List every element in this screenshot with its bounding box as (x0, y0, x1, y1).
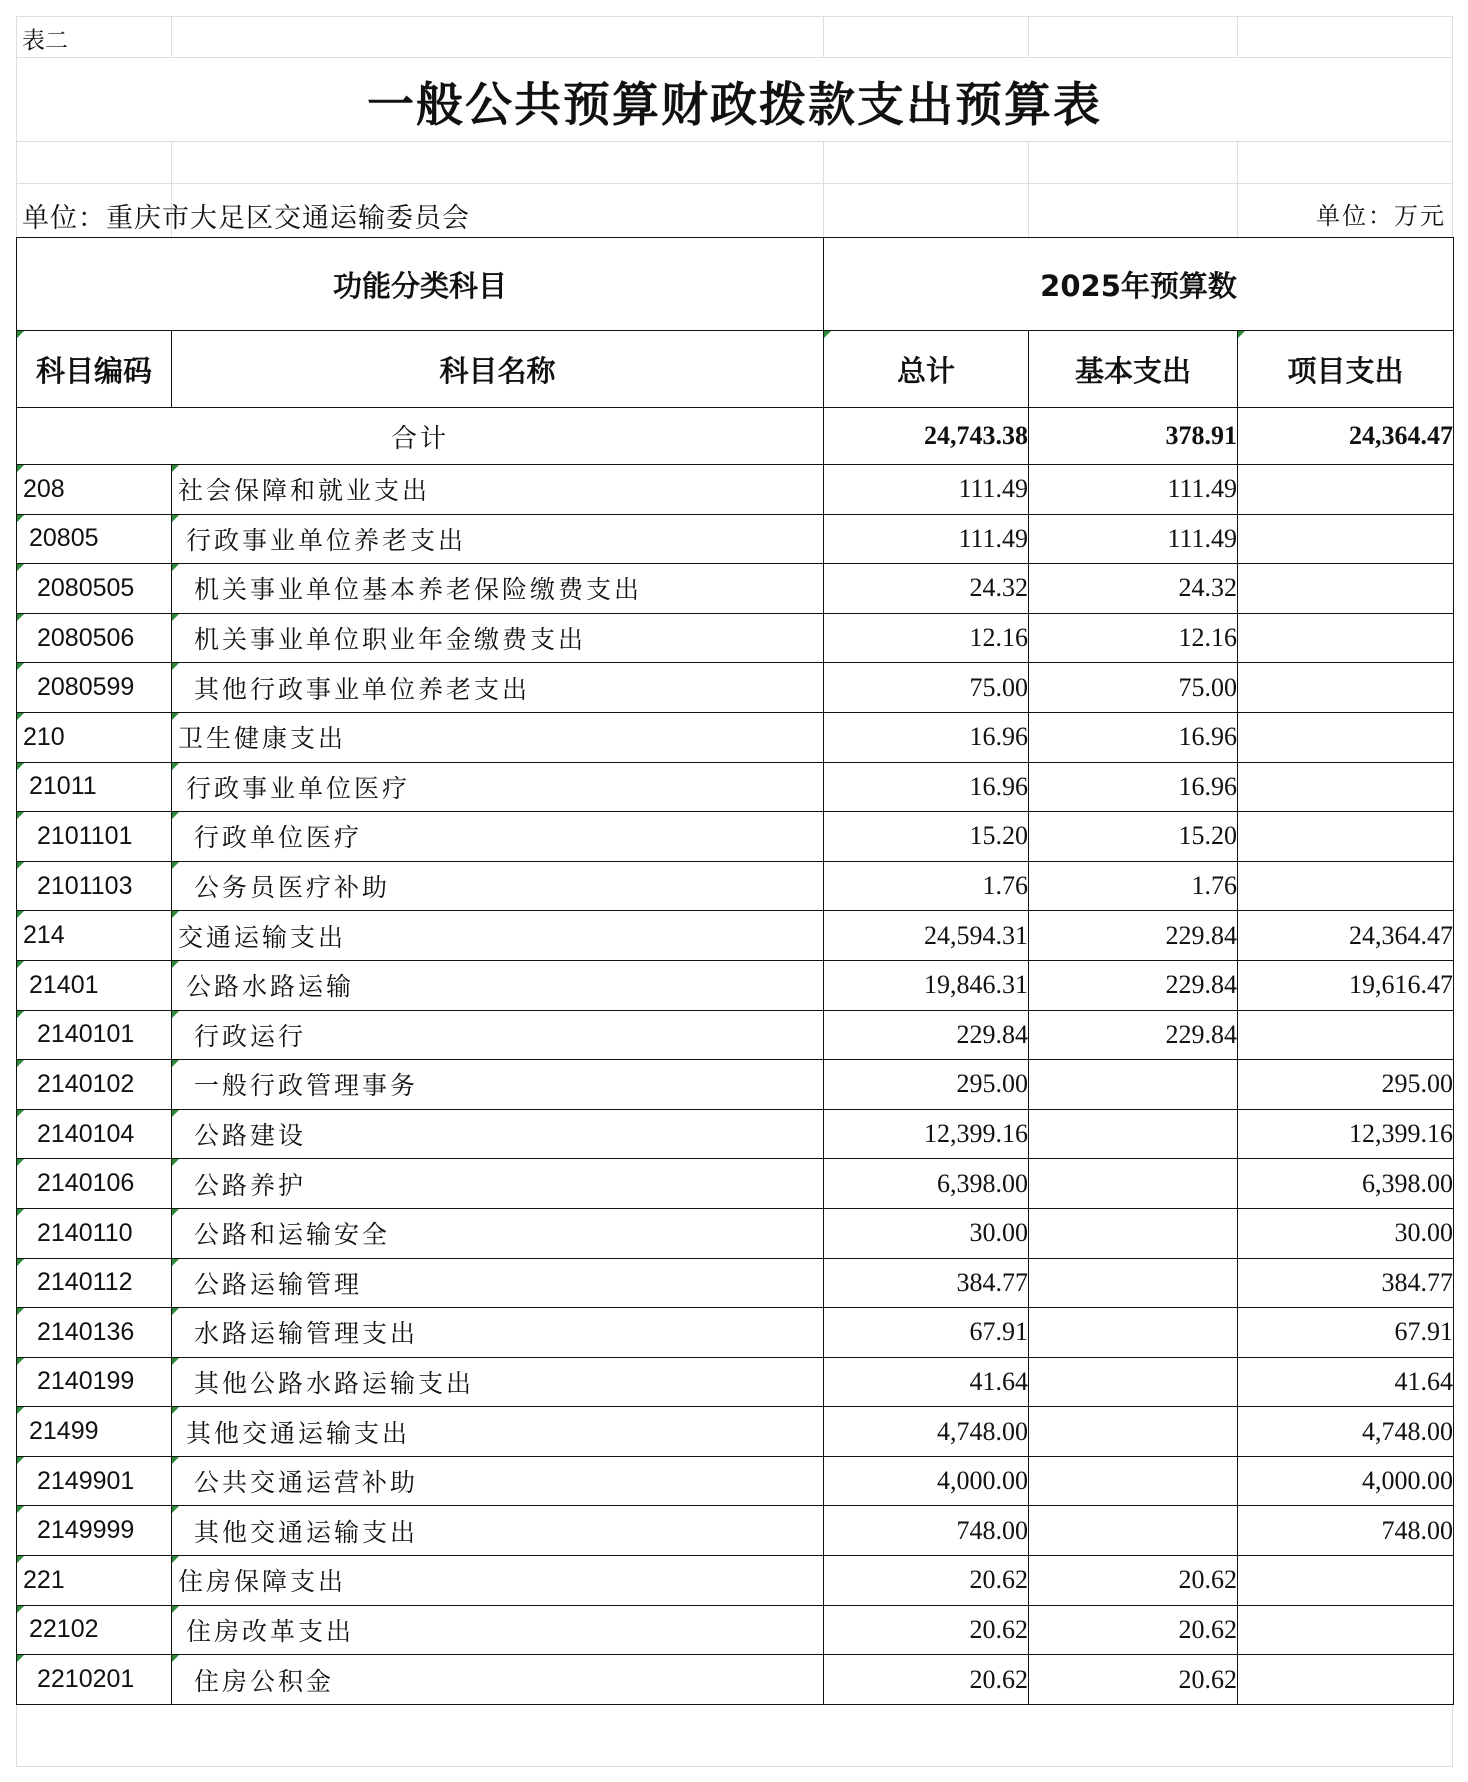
total-row (17, 408, 1454, 465)
row-basic (1029, 1407, 1238, 1457)
header-basic: 基本支出 (1029, 331, 1238, 408)
table-row (17, 1308, 1454, 1358)
row-project (1238, 712, 1454, 762)
row-total: 41.64 (824, 1357, 1029, 1407)
row-code: 221 (17, 1556, 172, 1606)
row-code: 2149999 (17, 1506, 172, 1556)
row-project: 295.00 (1238, 1060, 1454, 1110)
total-project: 24,364.47 (1238, 408, 1454, 465)
row-basic (1029, 1308, 1238, 1358)
row-basic: 75.00 (1029, 663, 1238, 713)
unit-organization: 单位：重庆市大足区交通运输委员会 (22, 203, 470, 234)
row-name: 行政事业单位养老支出 (172, 514, 824, 564)
table-row (17, 1556, 1454, 1606)
page-title: 一般公共预算财政拨款支出预算表 (367, 78, 1102, 133)
gridline (16, 57, 1453, 58)
row-code: 2101103 (17, 861, 172, 911)
row-code: 2140112 (17, 1258, 172, 1308)
row-total: 15.20 (824, 812, 1029, 862)
table-row (17, 1208, 1454, 1258)
row-code: 2101101 (17, 812, 172, 862)
gridline (823, 16, 824, 57)
row-basic (1029, 1357, 1238, 1407)
row-total: 20.62 (824, 1655, 1029, 1705)
row-code: 210 (17, 712, 172, 762)
table-row (17, 514, 1454, 564)
row-name: 社会保障和就业支出 (172, 465, 824, 515)
row-total: 24,594.31 (824, 911, 1029, 961)
row-total: 75.00 (824, 663, 1029, 713)
row-code: 21499 (17, 1407, 172, 1457)
row-total: 6,398.00 (824, 1159, 1029, 1209)
row-name: 公路养护 (172, 1159, 824, 1209)
table-row (17, 812, 1454, 862)
gridline (1028, 141, 1029, 237)
row-name: 公务员医疗补助 (172, 861, 824, 911)
row-name: 其他交通运输支出 (172, 1407, 824, 1457)
row-basic (1029, 1456, 1238, 1506)
header-group-row (17, 238, 1454, 331)
row-project: 384.77 (1238, 1258, 1454, 1308)
row-total: 748.00 (824, 1506, 1029, 1556)
row-project (1238, 613, 1454, 663)
row-name: 住房保障支出 (172, 1556, 824, 1606)
row-name: 其他公路水路运输支出 (172, 1357, 824, 1407)
row-basic: 12.16 (1029, 613, 1238, 663)
row-project: 67.91 (1238, 1308, 1454, 1358)
row-name: 住房改革支出 (172, 1605, 824, 1655)
row-basic: 16.96 (1029, 712, 1238, 762)
row-project (1238, 564, 1454, 614)
row-code: 2140101 (17, 1010, 172, 1060)
row-code: 21401 (17, 960, 172, 1010)
table-row (17, 1258, 1454, 1308)
row-project (1238, 812, 1454, 862)
sheet-tag: 表二 (22, 28, 68, 54)
row-basic: 16.96 (1029, 762, 1238, 812)
table-row (17, 1159, 1454, 1209)
row-basic (1029, 1060, 1238, 1110)
row-basic: 1.76 (1029, 861, 1238, 911)
row-project (1238, 762, 1454, 812)
row-project: 748.00 (1238, 1506, 1454, 1556)
gridline (1237, 141, 1238, 237)
table-row (17, 663, 1454, 713)
row-project: 4,000.00 (1238, 1456, 1454, 1506)
row-project (1238, 1655, 1454, 1705)
row-code: 208 (17, 465, 172, 515)
row-basic (1029, 1208, 1238, 1258)
row-basic: 229.84 (1029, 1010, 1238, 1060)
total-sum: 24,743.38 (824, 408, 1029, 465)
row-name: 其他行政事业单位养老支出 (172, 663, 824, 713)
budget-table (16, 237, 1454, 1705)
header-column-row (17, 331, 1454, 408)
row-total: 16.96 (824, 762, 1029, 812)
table-row (17, 1456, 1454, 1506)
row-project (1238, 861, 1454, 911)
row-code: 2080506 (17, 613, 172, 663)
row-basic: 24.32 (1029, 564, 1238, 614)
row-project (1238, 1556, 1454, 1606)
row-project: 6,398.00 (1238, 1159, 1454, 1209)
row-total: 19,846.31 (824, 960, 1029, 1010)
table-row (17, 1605, 1454, 1655)
row-name: 公路运输管理 (172, 1258, 824, 1308)
row-total: 12.16 (824, 613, 1029, 663)
row-project: 41.64 (1238, 1357, 1454, 1407)
gridline (823, 141, 824, 237)
row-code: 2140199 (17, 1357, 172, 1407)
row-name: 公路水路运输 (172, 960, 824, 1010)
table-row (17, 1010, 1454, 1060)
row-total: 295.00 (824, 1060, 1029, 1110)
row-name: 机关事业单位职业年金缴费支出 (172, 613, 824, 663)
row-name: 住房公积金 (172, 1655, 824, 1705)
table-row (17, 1109, 1454, 1159)
unit-currency: 单位：万元 (1316, 202, 1446, 230)
row-basic: 111.49 (1029, 514, 1238, 564)
table-row (17, 613, 1454, 663)
table-row (17, 465, 1454, 515)
row-code: 214 (17, 911, 172, 961)
header-total: 总计 (824, 331, 1029, 408)
row-project (1238, 465, 1454, 515)
row-total: 12,399.16 (824, 1109, 1029, 1159)
row-name: 其他交通运输支出 (172, 1506, 824, 1556)
row-total: 4,748.00 (824, 1407, 1029, 1457)
row-project: 4,748.00 (1238, 1407, 1454, 1457)
row-basic: 20.62 (1029, 1605, 1238, 1655)
table-row (17, 1357, 1454, 1407)
row-total: 229.84 (824, 1010, 1029, 1060)
row-project (1238, 1605, 1454, 1655)
row-basic (1029, 1506, 1238, 1556)
gridline (1237, 16, 1238, 57)
row-basic (1029, 1109, 1238, 1159)
row-basic: 229.84 (1029, 960, 1238, 1010)
total-basic: 378.91 (1029, 408, 1238, 465)
row-total: 4,000.00 (824, 1456, 1029, 1506)
row-name: 一般行政管理事务 (172, 1060, 824, 1110)
table-row (17, 564, 1454, 614)
table-row (17, 1060, 1454, 1110)
row-project: 24,364.47 (1238, 911, 1454, 961)
row-name: 行政事业单位医疗 (172, 762, 824, 812)
table-row (17, 1506, 1454, 1556)
header-name: 科目名称 (172, 331, 824, 408)
row-total: 111.49 (824, 465, 1029, 515)
row-code: 2140102 (17, 1060, 172, 1110)
row-code: 2149901 (17, 1456, 172, 1506)
row-code: 2140136 (17, 1308, 172, 1358)
row-total: 67.91 (824, 1308, 1029, 1358)
row-basic: 111.49 (1029, 465, 1238, 515)
row-basic (1029, 1159, 1238, 1209)
row-code: 2140104 (17, 1109, 172, 1159)
row-name: 公路和运输安全 (172, 1208, 824, 1258)
header-project: 项目支出 (1238, 331, 1454, 408)
row-total: 20.62 (824, 1556, 1029, 1606)
table-row (17, 1655, 1454, 1705)
row-name: 机关事业单位基本养老保险缴费支出 (172, 564, 824, 614)
total-label: 合计 (17, 408, 824, 465)
row-basic (1029, 1258, 1238, 1308)
row-code: 20805 (17, 514, 172, 564)
row-code: 2210201 (17, 1655, 172, 1705)
gridline (16, 1766, 1453, 1767)
gridline (1452, 1702, 1453, 1766)
table-row (17, 911, 1454, 961)
row-total: 20.62 (824, 1605, 1029, 1655)
row-total: 384.77 (824, 1258, 1029, 1308)
header-code: 科目编码 (17, 331, 172, 408)
row-name: 交通运输支出 (172, 911, 824, 961)
header-budget-year: 2025年预算数 (824, 238, 1454, 331)
gridline (171, 16, 172, 57)
row-name: 行政运行 (172, 1010, 824, 1060)
table-row (17, 762, 1454, 812)
table-row (17, 960, 1454, 1010)
row-code: 22102 (17, 1605, 172, 1655)
row-code: 2080505 (17, 564, 172, 614)
row-total: 1.76 (824, 861, 1029, 911)
row-basic: 20.62 (1029, 1655, 1238, 1705)
row-total: 16.96 (824, 712, 1029, 762)
table-row (17, 1407, 1454, 1457)
table-row (17, 861, 1454, 911)
row-project (1238, 1010, 1454, 1060)
row-project (1238, 663, 1454, 713)
row-name: 公共交通运营补助 (172, 1456, 824, 1506)
row-name: 水路运输管理支出 (172, 1308, 824, 1358)
row-name: 行政单位医疗 (172, 812, 824, 862)
header-function-category: 功能分类科目 (17, 238, 824, 331)
row-basic: 20.62 (1029, 1556, 1238, 1606)
row-total: 30.00 (824, 1208, 1029, 1258)
gridline (1028, 16, 1029, 57)
row-basic: 229.84 (1029, 911, 1238, 961)
row-name: 公路建设 (172, 1109, 824, 1159)
row-project: 12,399.16 (1238, 1109, 1454, 1159)
row-code: 2080599 (17, 663, 172, 713)
row-project (1238, 514, 1454, 564)
row-project: 30.00 (1238, 1208, 1454, 1258)
gridline (16, 1702, 17, 1766)
row-total: 24.32 (824, 564, 1029, 614)
row-code: 2140106 (17, 1159, 172, 1209)
table-row (17, 712, 1454, 762)
row-project: 19,616.47 (1238, 960, 1454, 1010)
row-code: 2140110 (17, 1208, 172, 1258)
row-total: 111.49 (824, 514, 1029, 564)
row-name: 卫生健康支出 (172, 712, 824, 762)
row-basic: 15.20 (1029, 812, 1238, 862)
row-code: 21011 (17, 762, 172, 812)
